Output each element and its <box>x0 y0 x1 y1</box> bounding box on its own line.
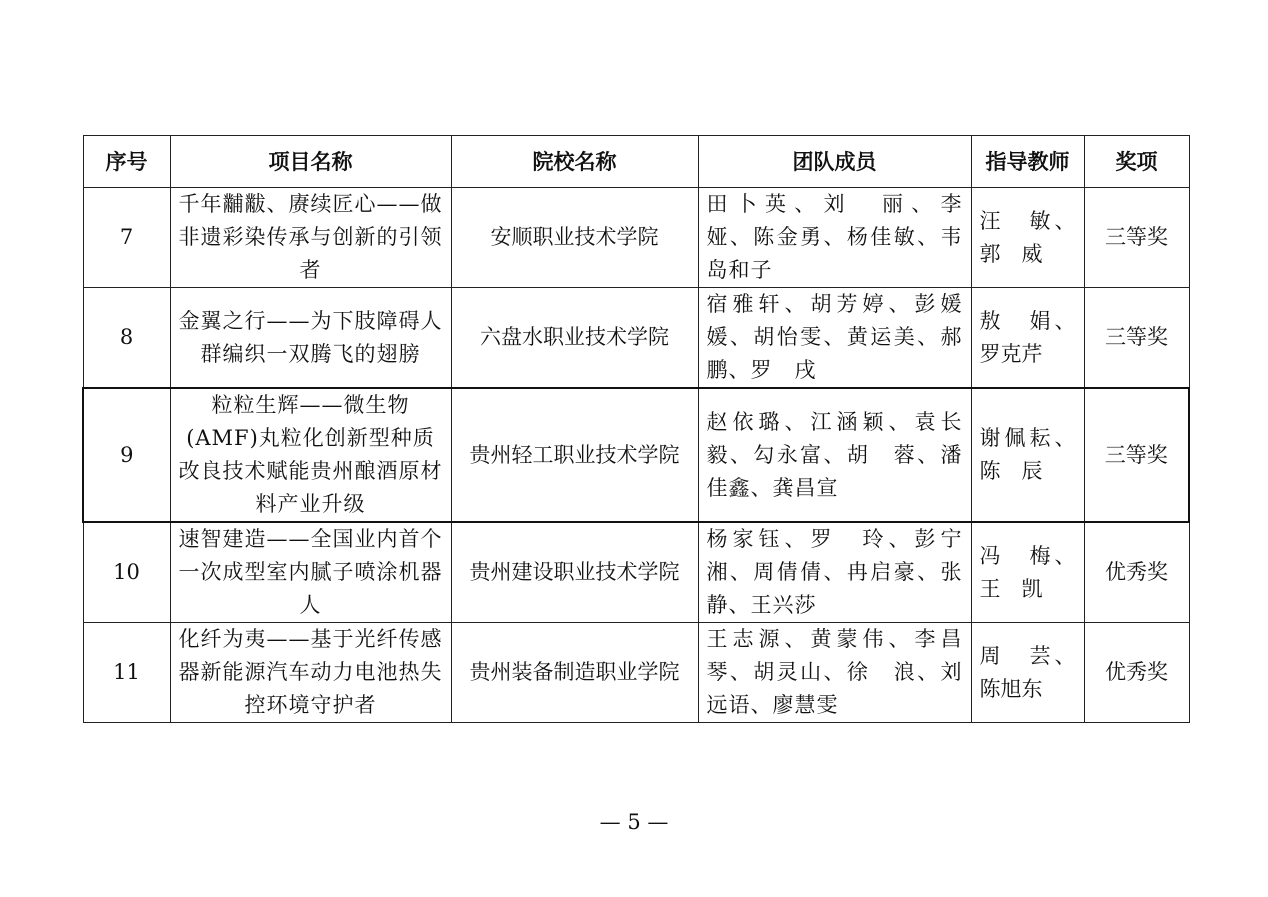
cell-serial-number: 10 <box>83 522 170 623</box>
cell-advisors: 周 芸、陈旭东 <box>971 623 1084 723</box>
cell-project-name: 金翼之行——为下肢障碍人群编织一双腾飞的翅膀 <box>170 288 451 389</box>
header-project-name: 项目名称 <box>170 136 451 188</box>
award-table <box>82 135 1190 723</box>
cell-school-name: 安顺职业技术学院 <box>451 188 698 288</box>
cell-advisors: 谢佩耘、陈 辰 <box>971 388 1084 522</box>
table-row <box>83 522 1189 623</box>
cell-serial-number: 9 <box>83 388 170 522</box>
header-team-members: 团队成员 <box>698 136 971 188</box>
table-header-row <box>83 136 1189 188</box>
table-row <box>83 188 1189 288</box>
cell-project-name: 粒粒生辉——微生物(AMF)丸粒化创新型种质改良技术赋能贵州酿酒原材料产业升级 <box>170 388 451 522</box>
cell-school-name: 六盘水职业技术学院 <box>451 288 698 389</box>
cell-advisors: 冯 梅、王 凯 <box>971 522 1084 623</box>
table-row <box>83 288 1189 389</box>
cell-project-name: 速智建造——全国业内首个一次成型室内腻子喷涂机器人 <box>170 522 451 623</box>
cell-award: 三等奖 <box>1084 288 1189 389</box>
cell-school-name: 贵州建设职业技术学院 <box>451 522 698 623</box>
cell-project-name: 千年黼黻、赓续匠心——做非遗彩染传承与创新的引领者 <box>170 188 451 288</box>
header-school-name: 院校名称 <box>451 136 698 188</box>
cell-award: 三等奖 <box>1084 388 1189 522</box>
cell-advisors: 汪 敏、郭 威 <box>971 188 1084 288</box>
cell-team-members: 赵依璐、江涵颖、袁长毅、勾永富、胡 蓉、潘佳鑫、龚昌宣 <box>698 388 971 522</box>
cell-team-members: 杨家钰、罗 玲、彭宁湘、周倩倩、冉启豪、张 静、王兴莎 <box>698 522 971 623</box>
header-serial-number: 序号 <box>83 136 170 188</box>
page-number: — 5 — <box>599 810 669 834</box>
header-award: 奖项 <box>1084 136 1189 188</box>
table-row-highlighted <box>83 388 1189 522</box>
cell-award: 三等奖 <box>1084 188 1189 288</box>
cell-serial-number: 8 <box>83 288 170 389</box>
cell-serial-number: 11 <box>83 623 170 723</box>
cell-school-name: 贵州轻工职业技术学院 <box>451 388 698 522</box>
cell-serial-number: 7 <box>83 188 170 288</box>
cell-award: 优秀奖 <box>1084 623 1189 723</box>
cell-award: 优秀奖 <box>1084 522 1189 623</box>
table-row <box>83 623 1189 723</box>
cell-advisors: 敖 娟、罗克芹 <box>971 288 1084 389</box>
cell-team-members: 田卜英、刘 丽、李 娅、陈金勇、杨佳敏、韦岛和子 <box>698 188 971 288</box>
cell-project-name: 化纤为夷——基于光纤传感器新能源汽车动力电池热失控环境守护者 <box>170 623 451 723</box>
cell-team-members: 王志源、黄蒙伟、李昌琴、胡灵山、徐 浪、刘远语、廖慧雯 <box>698 623 971 723</box>
cell-team-members: 宿雅轩、胡芳婷、彭媛媛、胡怡雯、黄运美、郝 鹏、罗 戌 <box>698 288 971 389</box>
cell-school-name: 贵州装备制造职业学院 <box>451 623 698 723</box>
header-advisors: 指导教师 <box>971 136 1084 188</box>
